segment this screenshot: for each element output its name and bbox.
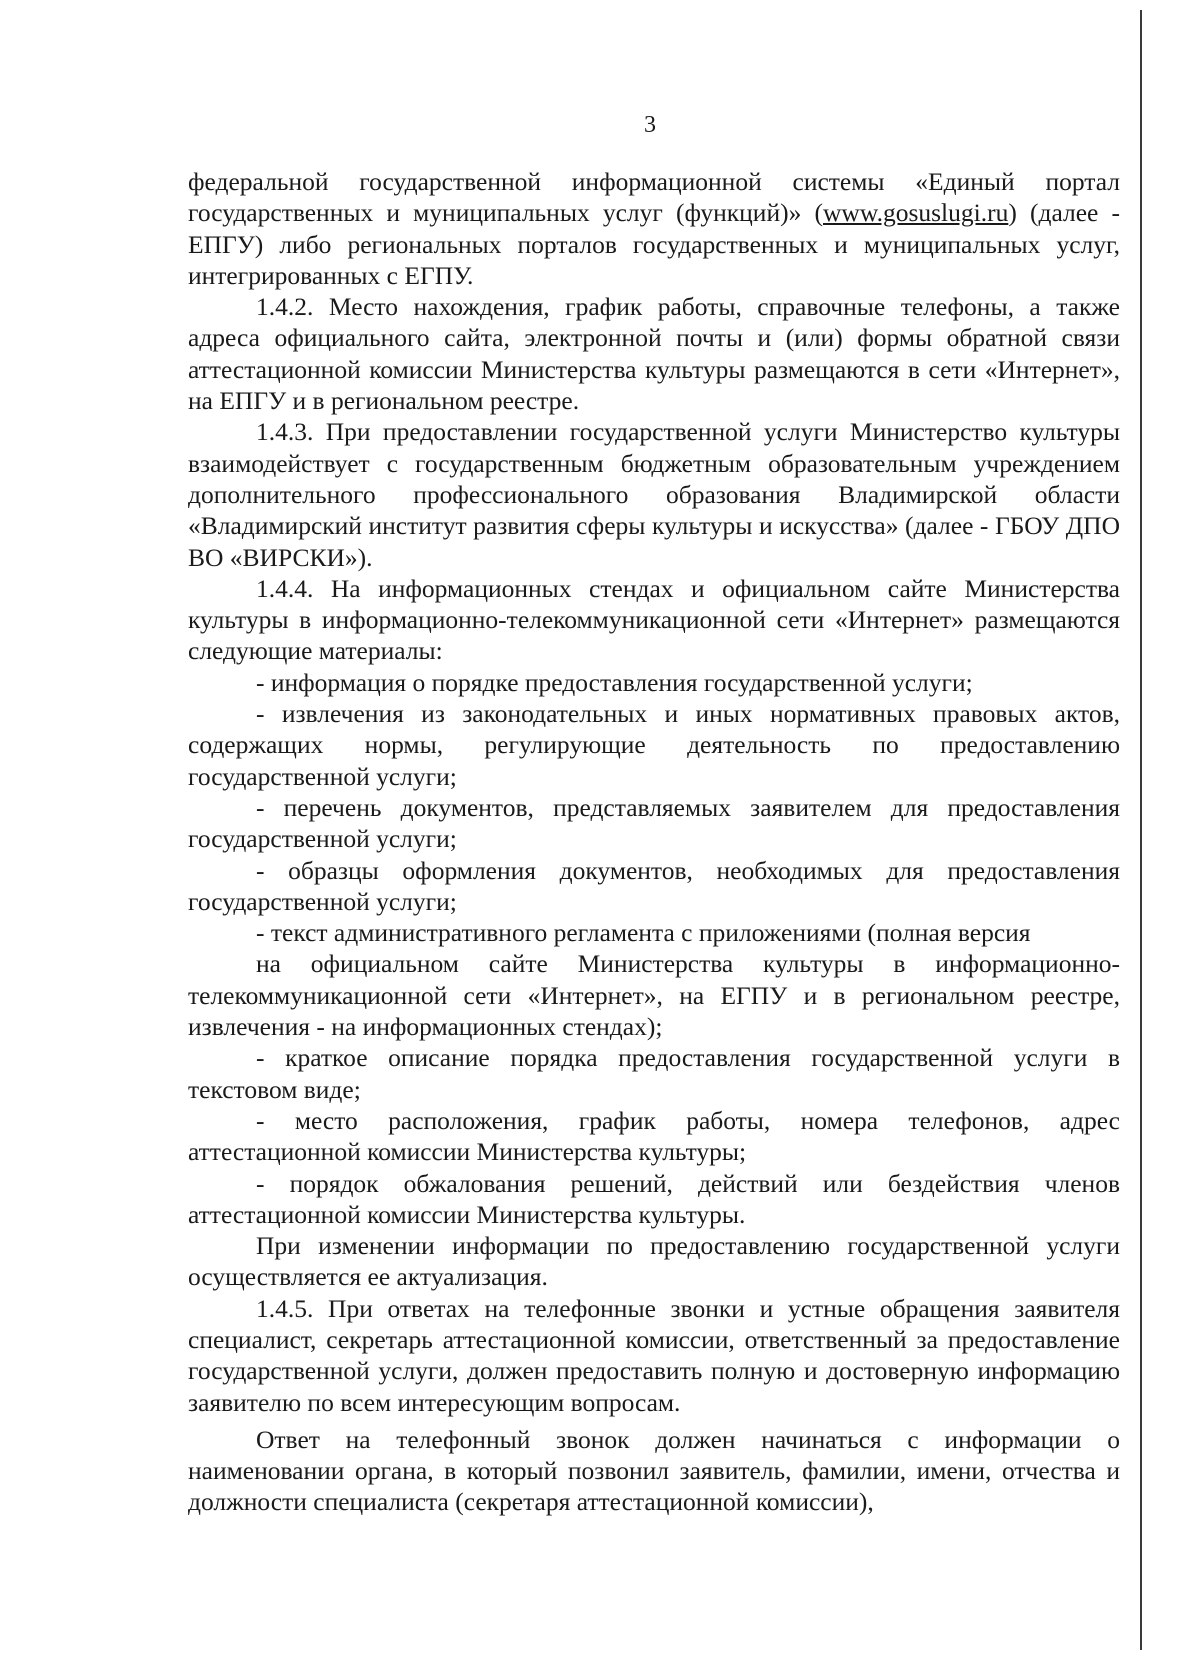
page-number: 3 (644, 112, 656, 138)
list-item: - краткое описание порядка предоставления государственной услуги в текстовом виде; (188, 1043, 1120, 1104)
paragraph-1-4-2: 1.4.2. Место нахождения, график работы, справочные телефоны, а также адреса официального сайта, электронной почты и (или) формы обратной связи аттестационной комиссии Министерства культуры размещаются в сети «Интернет», на ЕПГУ и в региональном реестре. (188, 292, 1120, 416)
list-item: - место расположения, график работы, номера телефонов, адрес аттестационной комиссии Министерства культуры; (188, 1105, 1120, 1167)
gosuslugi-link[interactable]: www.gosuslugi.ru (822, 198, 1009, 228)
scan-page-edge (1140, 10, 1142, 1650)
list-item: - текст административного регламента с приложениями (полная версия (256, 918, 1031, 948)
paragraph-1-4-5: 1.4.5. При ответах на телефонные звонки и устные обращения заявителя специалист, секретарь аттестационной комиссии, ответственный за предоставление государственной услуги, должен предоставить полную и достоверную информацию заявителю по всем интересующим вопросам. (188, 1293, 1120, 1417)
list-item: - извлечения из законодательных и иных нормативных правовых актов, содержащих нормы, регулирующие деятельность по предоставлению государственной услуги; (188, 699, 1120, 791)
document-body (188, 166, 1120, 1518)
list-item: - образцы оформления документов, необходимых для предоставления государственной услуги; (188, 855, 1120, 916)
list-item: - перечень документов, представляемых заявителем для предоставления государственной услуги; (188, 792, 1120, 854)
paragraph-continuation: федеральной государственной информационной системы «Единый портал государственных и муниципальных услуг (функций)» (www.gosuslugi.ru) (далее - ЕПГУ) либо региональных порталов государственных и муниципальных услуг, интегрированных с ЕГПУ. (188, 167, 1120, 290)
paragraph-1-4-3: 1.4.3. При предоставлении государственной услуги Министерство культуры взаимодействует с государственным бюджетным образовательным учреждением дополнительного профессионального образования Владимирской области «Владимирский институт развития сферы культуры и искусства» (далее - ГБОУ ДПО ВО «ВИРСКИ»). (188, 417, 1120, 572)
list-item-continuation: на официальном сайте Министерства культуры в информационно-телекоммуникационной сети «Интернет», на ЕГПУ и в региональном реестре, извлечения - на информационных стендах); (188, 949, 1120, 1042)
paragraph-1-4-4: 1.4.4. На информационных стендах и официальном сайте Министерства культуры в информационно-телекоммуникационной сети «Интернет» размещаются следующие материалы: (188, 573, 1120, 666)
list-item: - порядок обжалования решений, действий или бездействия членов аттестационной комиссии Министерства культуры. (188, 1168, 1120, 1229)
paragraph-actualization: При изменении информации по предоставлению государственной услуги осуществляется ее актуализация. (188, 1231, 1120, 1292)
paragraph-phone-answer: Ответ на телефонный звонок должен начинаться с информации о наименовании органа, в который позвонил заявитель, фамилии, имени, отчества и должности специалиста (секретаря аттестационной комиссии), (188, 1424, 1120, 1517)
list-item: - информация о порядке предоставления государственной услуги; (256, 667, 973, 697)
